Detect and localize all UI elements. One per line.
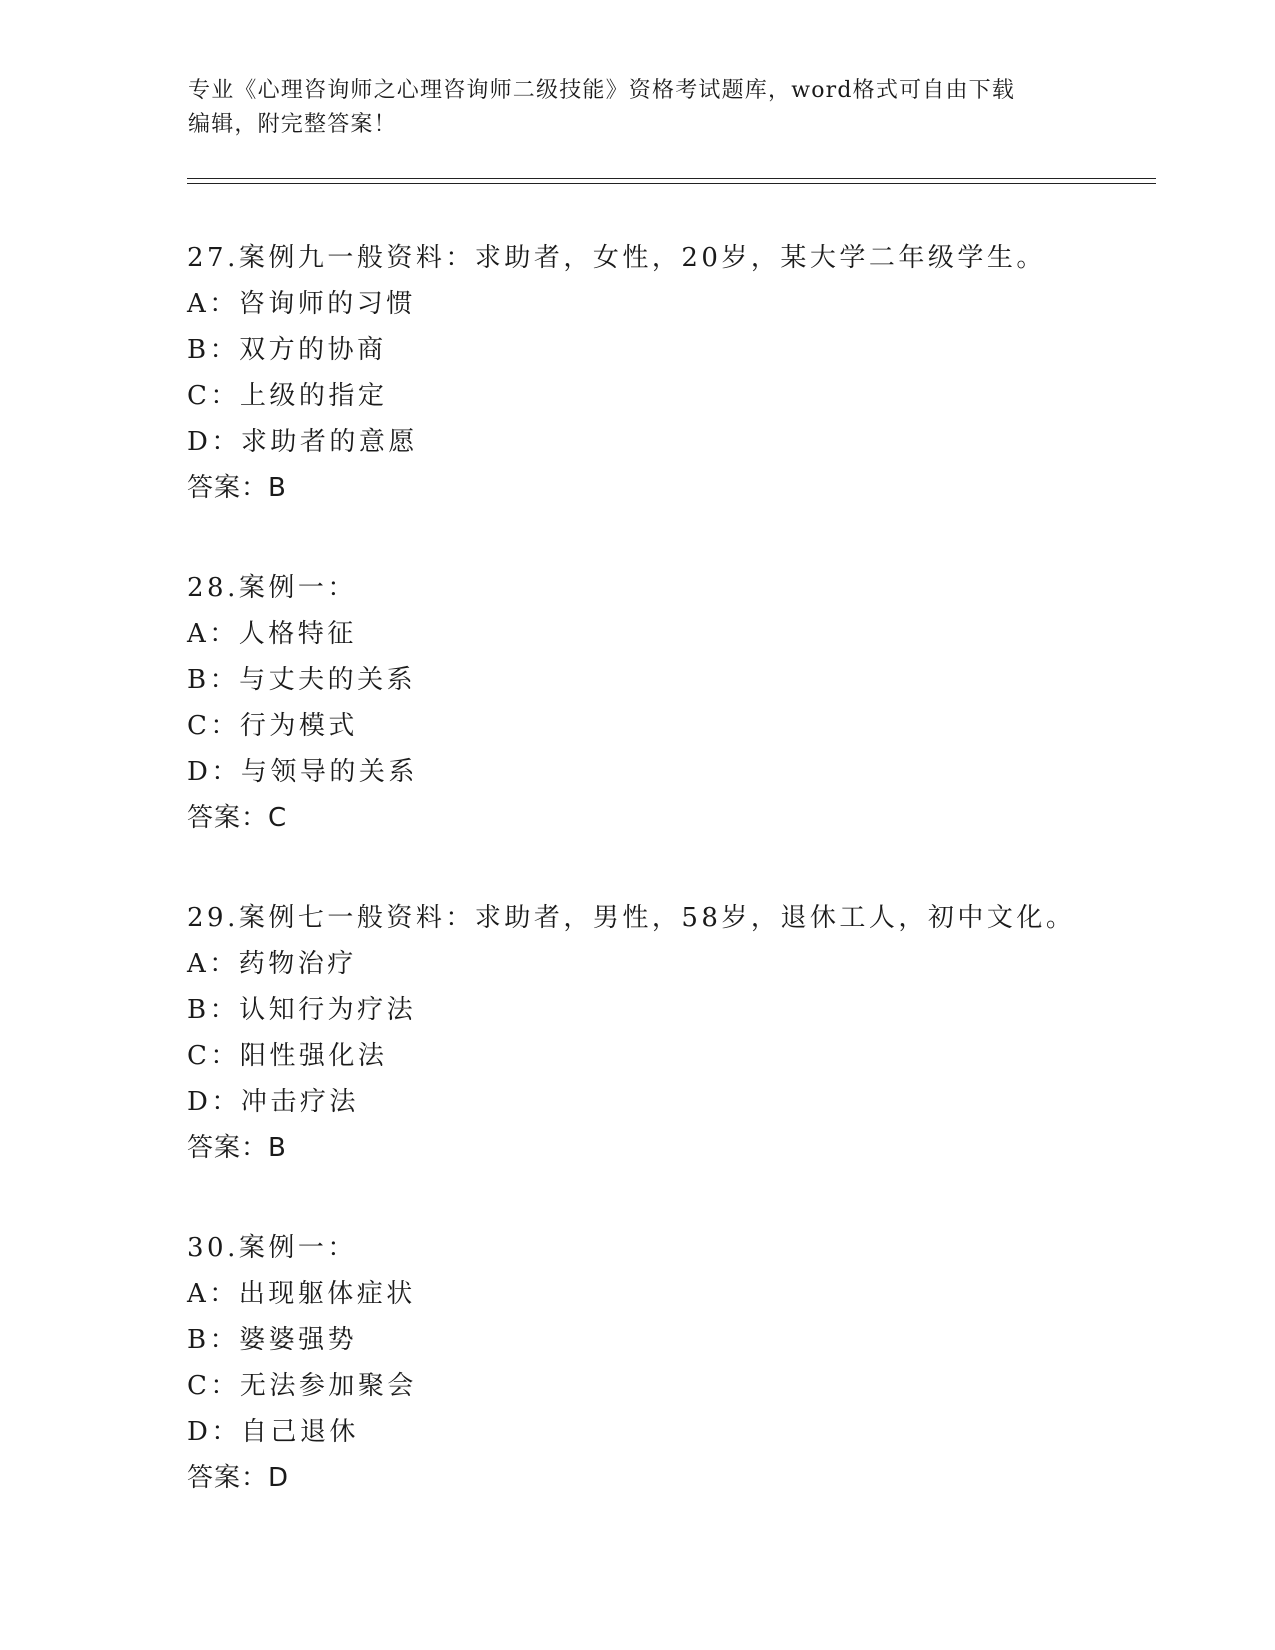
option-c: C：阳性强化法 — [187, 1041, 388, 1071]
option-c: C：无法参加聚会 — [187, 1371, 417, 1401]
question-stem: 27.案例九一般资料：求助者，女性，20岁，某大学二年级学生。 — [187, 243, 1046, 273]
question-stem: 28.案例一： — [187, 573, 357, 603]
question-28 — [187, 565, 1147, 841]
question-30 — [187, 1225, 1147, 1501]
header-line-2: 编辑，附完整答案！ — [188, 112, 397, 137]
option-c: C：行为模式 — [187, 711, 358, 741]
answer: 答案：B — [187, 1133, 287, 1163]
question-list — [187, 235, 1147, 1555]
question-27 — [187, 235, 1147, 511]
answer: 答案：B — [187, 473, 287, 503]
option-a: A：人格特征 — [187, 619, 357, 649]
question-29 — [187, 895, 1147, 1171]
option-c: C：上级的指定 — [187, 381, 388, 411]
question-stem: 29.案例七一般资料：求助者，男性，58岁，退休工人，初中文化。 — [187, 903, 1076, 933]
option-b: B：认知行为疗法 — [187, 995, 417, 1025]
option-b: B：双方的协商 — [187, 335, 387, 365]
answer: 答案：C — [187, 803, 288, 833]
header-line-1: 专业《心理咨询师之心理咨询师二级技能》资格考试题库，word格式可自由下载 — [188, 78, 1016, 103]
document-header — [188, 74, 1088, 142]
option-d: D：自己退休 — [187, 1417, 359, 1447]
option-a: A：咨询师的习惯 — [187, 289, 416, 319]
option-b: B：婆婆强势 — [187, 1325, 358, 1355]
option-a: A：药物治疗 — [187, 949, 357, 979]
option-d: D：冲击疗法 — [187, 1087, 359, 1117]
option-d: D：与领导的关系 — [187, 757, 418, 787]
question-stem: 30.案例一： — [187, 1233, 357, 1263]
answer: 答案：D — [187, 1463, 290, 1493]
option-a: A：出现躯体症状 — [187, 1279, 416, 1309]
option-d: D：求助者的意愿 — [187, 427, 418, 457]
header-divider-top — [187, 178, 1156, 179]
option-b: B：与丈夫的关系 — [187, 665, 417, 695]
header-divider-bottom — [187, 183, 1156, 184]
